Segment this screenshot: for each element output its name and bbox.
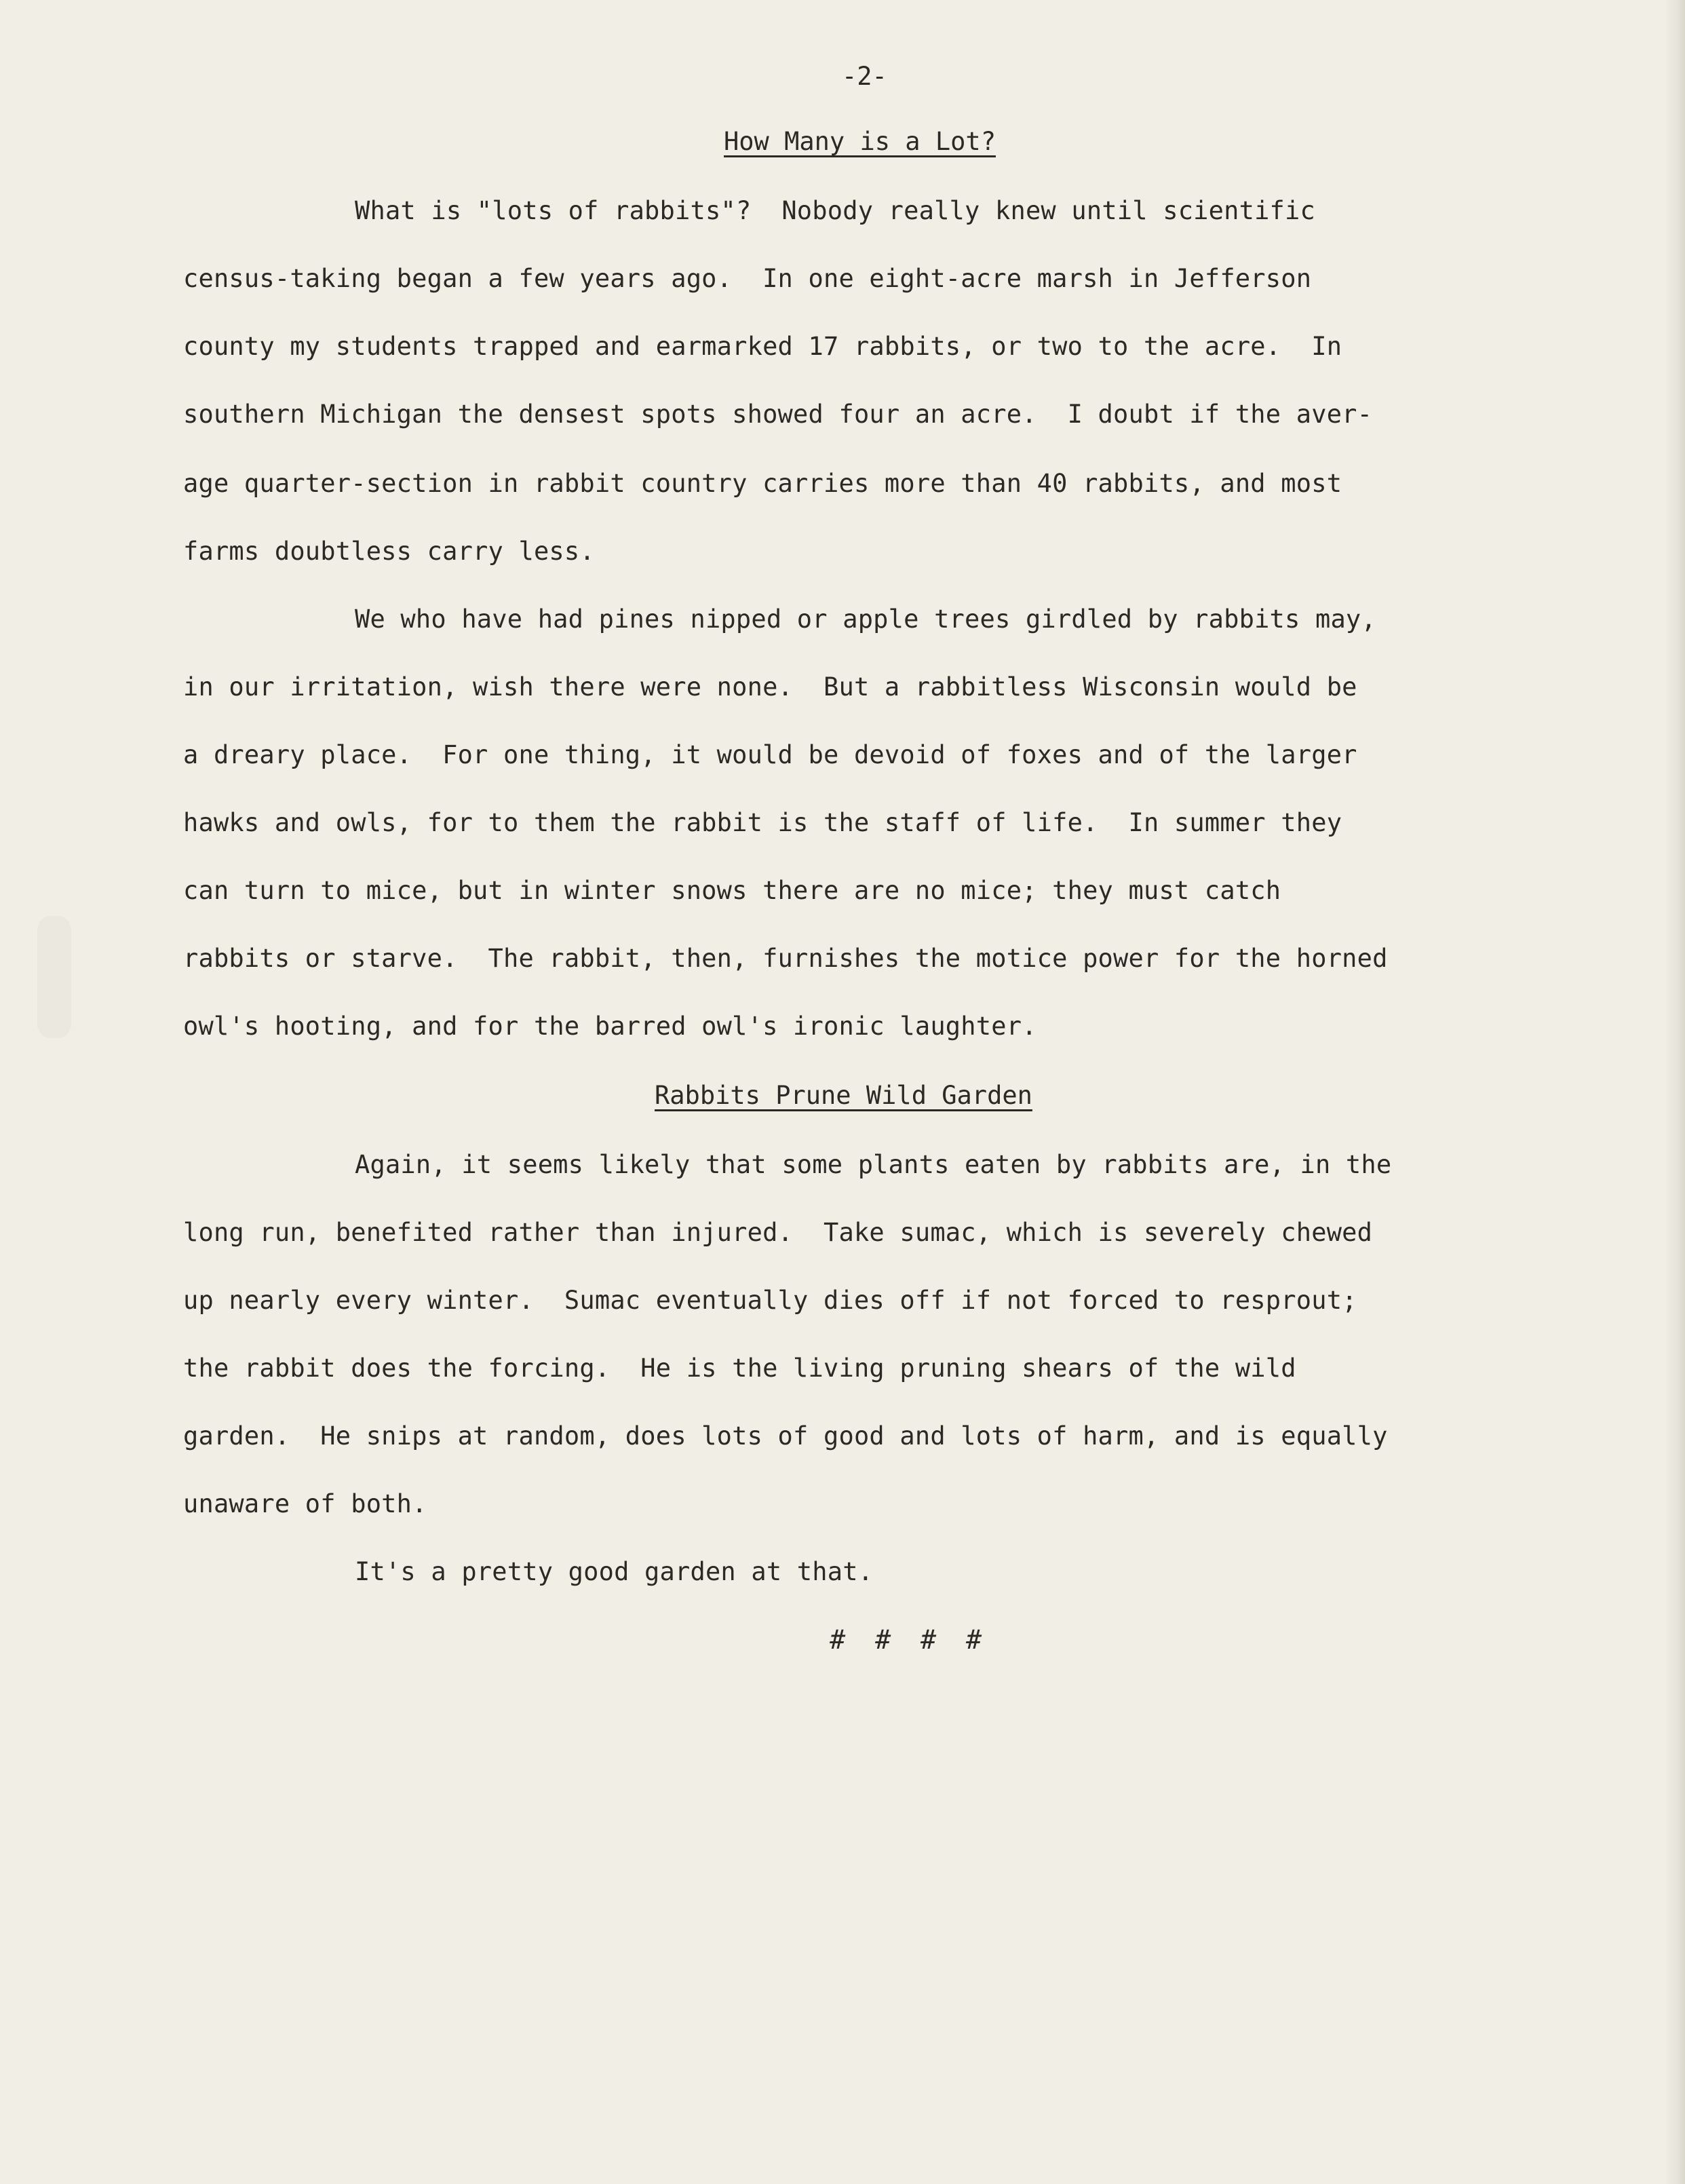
text-line: rabbits or starve. The rabbit, then, furnishes the motice power for the horned bbox=[183, 944, 1388, 973]
text-line: owl's hooting, and for the barred owl's ironic laughter. bbox=[183, 1012, 1037, 1041]
text-line: garden. He snips at random, does lots of good and lots of harm, and is equally bbox=[183, 1421, 1388, 1451]
text-line: We who have had pines nipped or apple trees girdled by rabbits may, bbox=[355, 605, 1376, 634]
page-number: -2- bbox=[842, 62, 887, 91]
text-line: age quarter-section in rabbit country carries more than 40 rabbits, and most bbox=[183, 469, 1342, 498]
text-line: unaware of both. bbox=[183, 1489, 427, 1518]
text-line: the rabbit does the forcing. He is the living pruning shears of the wild bbox=[183, 1354, 1296, 1383]
text-line: Again, it seems likely that some plants eaten by rabbits are, in the bbox=[355, 1150, 1392, 1179]
paper-edge-shadow bbox=[1665, 0, 1685, 2184]
section-heading-how-many: How Many is a Lot? bbox=[724, 127, 996, 156]
paper-smudge bbox=[37, 916, 71, 1038]
text-line: census-taking began a few years ago. In one eight-acre marsh in Jefferson bbox=[183, 264, 1312, 293]
text-line: farms doubtless carry less. bbox=[183, 537, 595, 566]
end-mark: # # # # bbox=[830, 1625, 989, 1655]
text-line: up nearly every winter. Sumac eventually dies off if not forced to resprout; bbox=[183, 1286, 1357, 1315]
section-heading-rabbits-prune: Rabbits Prune Wild Garden bbox=[655, 1081, 1032, 1110]
text-line: in our irritation, wish there were none. But a rabbitless Wisconsin would be bbox=[183, 672, 1357, 702]
text-line: It's a pretty good garden at that. bbox=[355, 1557, 874, 1586]
text-line: county my students trapped and earmarked 17 rabbits, or two to the acre. In bbox=[183, 332, 1342, 361]
text-line: What is "lots of rabbits"? Nobody really knew until scientific bbox=[355, 196, 1315, 225]
text-line: southern Michigan the densest spots showed four an acre. I doubt if the aver- bbox=[183, 400, 1373, 429]
text-line: can turn to mice, but in winter snows there are no mice; they must catch bbox=[183, 876, 1281, 905]
text-line: long run, benefited rather than injured. Take sumac, which is severely chewed bbox=[183, 1218, 1373, 1247]
text-line: a dreary place. For one thing, it would be devoid of foxes and of the larger bbox=[183, 740, 1357, 769]
text-line: hawks and owls, for to them the rabbit is the staff of life. In summer they bbox=[183, 808, 1342, 837]
